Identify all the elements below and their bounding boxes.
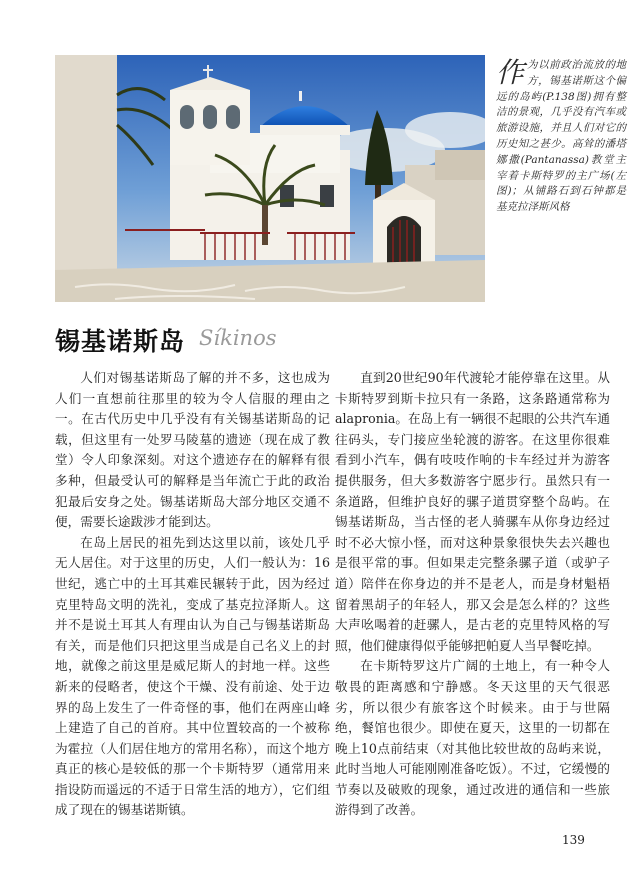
text-column-right [335,368,610,821]
photo-caption [496,58,626,216]
text-column-left [55,368,330,821]
paragraph: 在岛上居民的祖先到达这里以前，该处几乎无人居住。对于这里的历史，人们一般认为：16世纪，逃亡中的土耳其难民辗转于此，因为经过克里特岛文明的洗礼，变成了基克拉泽斯人。这并不是说土耳其人有理由认为自己与锡基诺斯岛有关，而是他们只把这里当成是自己名义上的封地，就像之前这里是威尼斯人的封地一样。这些新来的侵略者，使这个干燥、没有前途、处于边界的岛上发生了一件奇怪的事，他们在两座山峰上建造了自己的首府。其中位置较高的一个被称为霍拉（人们居住地方的常用名称），而这个地方真正的核心是较低的那一个卡斯特罗（通常用来指设防而遥远的不适于日常生活的地方），它们组成了现在的锡基诺斯镇。 [55,534,330,818]
caption-drop-cap: 作 [496,56,525,89]
page-title-latin: Síkinos [199,326,277,350]
paragraph: 人们对锡基诺斯岛了解的并不多，这也成为人们一直想前往那里的较为令人信服的理由之一。在古代历史中几乎没有有关锡基诺斯岛的记载，但这里有一处罗马陵墓的遗迹（现在成了教堂）令人印象深刻。对这个遗迹存在的解释有很多种，但最受认可的解释是当年流亡于此的政治犯最后安身之处。锡基诺斯岛大部分地区交通不便，需要长途跋涉才能到达。 [55,370,330,530]
paragraph: 在卡斯特罗这片广阔的土地上，有一种令人敬畏的距离感和宁静感。冬天这里的天气很恶劣，所以很少有旅客这个时候来。由于与世隔绝，餐馆也很少。即使在夏天，这里的一切都在晚上10点前结束（对其他比较世故的岛屿来说，此时当地人可能刚刚准备吃饭）。不过，它缓慢的节奏以及破败的现象，通过改进的通信和一些旅游得到了改善。 [335,658,610,818]
paragraph: 直到20世纪90年代渡轮才能停靠在这里。从卡斯特罗到斯卡拉只有一条路，这条路通常称为alapronia。在岛上有一辆很不起眼的公共汽车通往码头，专门接应坐轮渡的游客。在这里你很难看到小汽车，偶有吱吱作响的卡车经过并为游客提供服务，但大多数游客宁愿步行。虽然只有一条道路，但维护良好的骡子道贯穿整个岛屿。在锡基诺斯岛，当古怪的老人骑骡车从你身边经过时不必大惊小怪，而对这种景象很快失去兴趣也是很平常的事。但如果走完整条骡子道（或驴子道）陪伴在你身边的并不是老人，而是身材魁梧留着黑胡子的年轻人，那又会是怎么样的？这些大声吆喝着的赶骡人，是古老的克里特风格的写照，他们健康得似乎能够把帕夏人当早餐吃掉。 [335,370,610,653]
church-photo [55,55,485,302]
page-title: 锡基诺斯岛 [55,327,186,356]
church-illustration [55,55,485,302]
caption-text: 为以前政治流放的地方，锡基诺斯这个偏远的岛屿(P.138图)拥有整洁的景观，几乎没有汽车或旅游设施，并且人们对它的历史知之甚少。高耸的潘塔娜撒(Pantanassa)教堂主宰着卡斯特罗的主广场(左图)；从铺路石到石钟都是基克拉泽斯风格 [496,59,626,214]
page-number: 139 [562,833,585,847]
